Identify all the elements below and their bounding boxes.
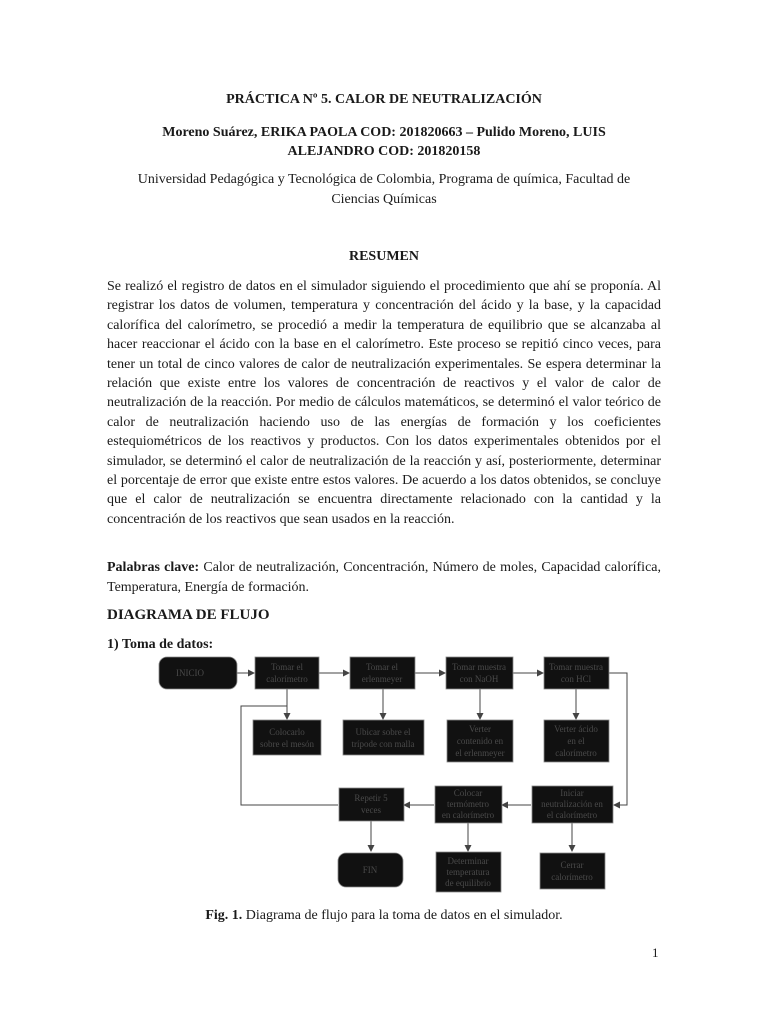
arrow-hcl-to-iniciar — [609, 673, 627, 805]
node-verter-contenido-line-1: Verter — [469, 724, 491, 734]
node-tomar-calorimetro-line-1: Tomar el — [270, 662, 304, 672]
node-colocar-termometro-line-2: termómetro — [447, 799, 489, 809]
figure-caption — [0, 908, 768, 924]
node-verter-acido — [544, 720, 609, 762]
node-colocarlo-line-1: Colocarlo — [269, 727, 305, 737]
node-repetir-line-2: veces — [361, 805, 381, 815]
node-iniciar-line-3: el calorímetro — [546, 810, 598, 820]
authors-line-1: Moreno Suárez, ERIKA PAOLA COD: 201820663 – Pulido Moreno, LUIS — [162, 125, 606, 140]
node-colocar-termometro — [435, 786, 502, 823]
node-verter-contenido-line-3: el erlenmeyer — [455, 748, 505, 758]
node-verter-acido-line-1: Verter ácido — [554, 724, 598, 734]
figure-caption-label: Fig. 1. — [205, 908, 243, 923]
node-tomar-calorimetro — [255, 657, 319, 689]
resumen-heading: RESUMEN — [348, 249, 419, 264]
node-inicio — [159, 657, 237, 689]
figure-caption-text: Diagrama de flujo para la toma de datos en el simulador. — [242, 908, 563, 923]
keywords-label: Palabras clave: — [107, 560, 200, 575]
page-number: 1 — [652, 945, 659, 960]
node-determinar-line-3: de equilibrio — [445, 878, 491, 888]
node-colocarlo-line-2: sobre el mesón — [260, 739, 314, 749]
node-inicio-label: INICIO — [176, 668, 204, 678]
node-colocar-termometro-line-3: en calorímetro — [441, 810, 495, 820]
node-determinar-line-1: Determinar — [447, 856, 489, 866]
node-tomar-erlenmeyer-line-1: Tomar el — [365, 662, 399, 672]
node-fin-label: FIN — [362, 865, 378, 875]
node-tomar-naoh-line-1: Tomar muestra — [451, 662, 507, 672]
node-tomar-hcl-line-1: Tomar muestra — [548, 662, 604, 672]
node-repetir-line-1: Repetir 5 — [354, 793, 388, 803]
node-tomar-hcl — [544, 657, 609, 689]
node-tomar-naoh-line-2: con NaOH — [459, 674, 499, 684]
node-tomar-calorimetro-line-2: calorímetro — [266, 674, 308, 684]
node-cerrar-line-1: Cerrar — [560, 860, 584, 870]
node-iniciar-line-2: neutralización en — [541, 799, 603, 809]
node-cerrar-line-2: calorímetro — [551, 872, 593, 882]
affiliation-line-2: Ciencias Químicas — [331, 192, 437, 207]
node-verter-acido-line-3: calorímetro — [555, 748, 597, 758]
node-repetir — [339, 788, 404, 821]
node-ubicar-line-1: Ubicar sobre el — [355, 727, 411, 737]
node-iniciar-line-1: Iniciar — [560, 788, 584, 798]
keywords-text: Calor de neutralización, Concentración, Número de moles, Capacidad calorífica, Temperatura, Energía de formación. — [107, 560, 661, 595]
node-ubicar-line-2: trípode con malla — [351, 739, 415, 749]
node-verter-contenido — [447, 720, 513, 762]
node-tomar-naoh — [446, 657, 513, 689]
node-tomar-hcl-line-2: con HCl — [560, 674, 592, 684]
node-fin — [338, 853, 403, 887]
diagram-heading: DIAGRAMA DE FLUJO — [107, 607, 270, 623]
node-determinar-line-2: temperatura — [446, 867, 490, 877]
node-colocarlo — [253, 720, 321, 755]
node-iniciar — [532, 786, 613, 823]
affiliation-line-1: Universidad Pedagógica y Tecnológica de Colombia, Programa de química, Facultad de — [137, 172, 631, 187]
node-verter-contenido-line-2: contenido en — [456, 736, 504, 746]
section-heading: 1) Toma de datos: — [107, 637, 214, 652]
node-cerrar — [540, 853, 605, 889]
abstract-paragraph: Se realizó el registro de datos en el simulador siguiendo el procedimiento que ahí se proponía. Al registrar los datos de volumen, temperatura y concentración del ácido y la base, y la capacidad calorífica del calorímetro, se procedió a medir la temperatura de equilibrio que se alcanzaba al hacer reaccionar el ácido con la base en el calorímetro. Este proceso se repitió cinco veces, para tener un total de cinco valores de calor de neutralización experimentales. Se espera determinar la relación que existe entre los valores de concentración de reactivos y el valor de calor de neutralización de la reacción. Por medio de cálculos matemáticos, se determinó el valor teórico de calor de neutralización haciendo uso de las energías de formación y los coeficientes estequiométricos de los reactivos y productos. Con los datos experimentales obtenidos por el simulador, se determinó el calor de neutralización de la reacción y así, posteriormente, determinar el porcentaje de error que existe entre estos valores. De acuerdo a los datos obtenidos, se concluye que el calor de neutralización se encuentra directamente relacionado con la cantidad y la concentración de los reactivos que sean usados en la reacción. — [107, 279, 661, 527]
node-colocar-termometro-line-1: Colocar — [453, 788, 483, 798]
node-tomar-erlenmeyer-line-2: erlenmeyer — [361, 674, 403, 684]
node-tomar-erlenmeyer — [350, 657, 415, 689]
node-determinar — [436, 852, 501, 892]
node-ubicar — [343, 720, 424, 755]
document-title: PRÁCTICA Nº 5. CALOR DE NEUTRALIZACIÓN — [226, 92, 542, 107]
authors-line-2: ALEJANDRO COD: 201820158 — [287, 144, 481, 159]
node-verter-acido-line-2: en el — [567, 736, 585, 746]
